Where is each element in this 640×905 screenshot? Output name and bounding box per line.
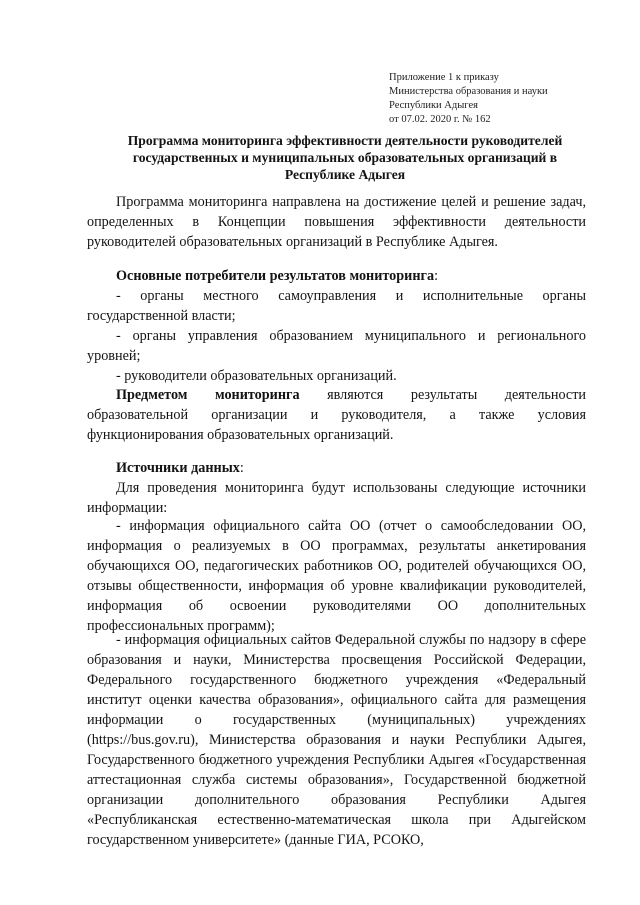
source-item: - информация официального сайта ОО (отчет о самообследовании ОО, информация о реализуемых в ОО программах, результаты анкетирования обучающихся ОО, педагогических работников ОО, родителей обучающихся ОО, отзывы общественности, информация об уровне квалификации руководителей, информация об освоении руководителями ОО дополнительных профессиональных программ); [87, 518, 586, 634]
consumer-item: - органы управления образованием муниципального и регионального уровней; [87, 328, 586, 364]
sources-item-1-block [87, 516, 586, 636]
intro-paragraph: Программа мониторинга направлена на достижение целей и решение задач, определенных в Концепции повышения эффективности деятельности руководителей образовательных организаций в Республике Адыгея. [87, 194, 586, 250]
sources-heading: Источники данных [116, 460, 240, 476]
title-line: Программа мониторинга эффективности деятельности руководителей [127, 133, 563, 148]
document-title [110, 132, 580, 183]
consumer-item: - руководители образовательных организаций. [116, 368, 397, 384]
subject-section [87, 385, 586, 445]
consumer-item: - органы местного самоуправления и исполнительные органы государственной власти; [87, 288, 586, 324]
consumers-heading: Основные потребители результатов мониторинга [116, 268, 435, 284]
appendix-line: Министерства образования и науки [389, 86, 548, 97]
sources-lead: Для проведения мониторинга будут использованы следующие источники информации: [87, 480, 586, 516]
intro-section [87, 192, 586, 252]
title-line: государственных и муниципальных образовательных организаций в [132, 150, 558, 165]
source-item: - информация официальных сайтов Федеральной службы по надзору в сфере образования и науки, Министерства просвещения Российской Федерации, Федерального государственного бюджетного учреждения «Федеральный институт оценки качества образования», официального сайта для размещения информации о государственных (муниципальных) учреждениях (https://bus.gov.ru), Министерства образования и науки Республики Адыгея, Государственного бюджетного учреждения Республики Адыгея «Государственная аттестационная служба системы образования», Государственной бюджетной организации дополнительного образования Республики Адыгея «Республиканская естественно-математическая школа при Адыгейском государственном университете» (данные ГИА, РСОКО, [87, 632, 586, 848]
sources-heading-colon: : [239, 460, 244, 476]
consumers-section [87, 266, 586, 386]
sources-section [87, 458, 586, 518]
sources-heading-line [87, 458, 586, 478]
appendix-line: Приложение 1 к приказу [389, 72, 499, 83]
appendix-header [389, 71, 548, 127]
subject-bold: Предметом мониторинга [116, 387, 300, 403]
subject-paragraph [87, 385, 586, 445]
sources-item-2-block [87, 630, 586, 850]
subject-text: являются результаты деятельности образовательной организации и руководителя, а также условия функционирования образовательных организаций. [87, 387, 586, 443]
consumers-heading-colon: : [434, 268, 439, 284]
appendix-date-line: от 07.02. 2020 г. № 162 [389, 114, 491, 125]
consumers-heading-line [87, 266, 586, 286]
title-line: Республике Адыгея [284, 167, 406, 182]
appendix-line: Республики Адыгея [389, 100, 478, 111]
